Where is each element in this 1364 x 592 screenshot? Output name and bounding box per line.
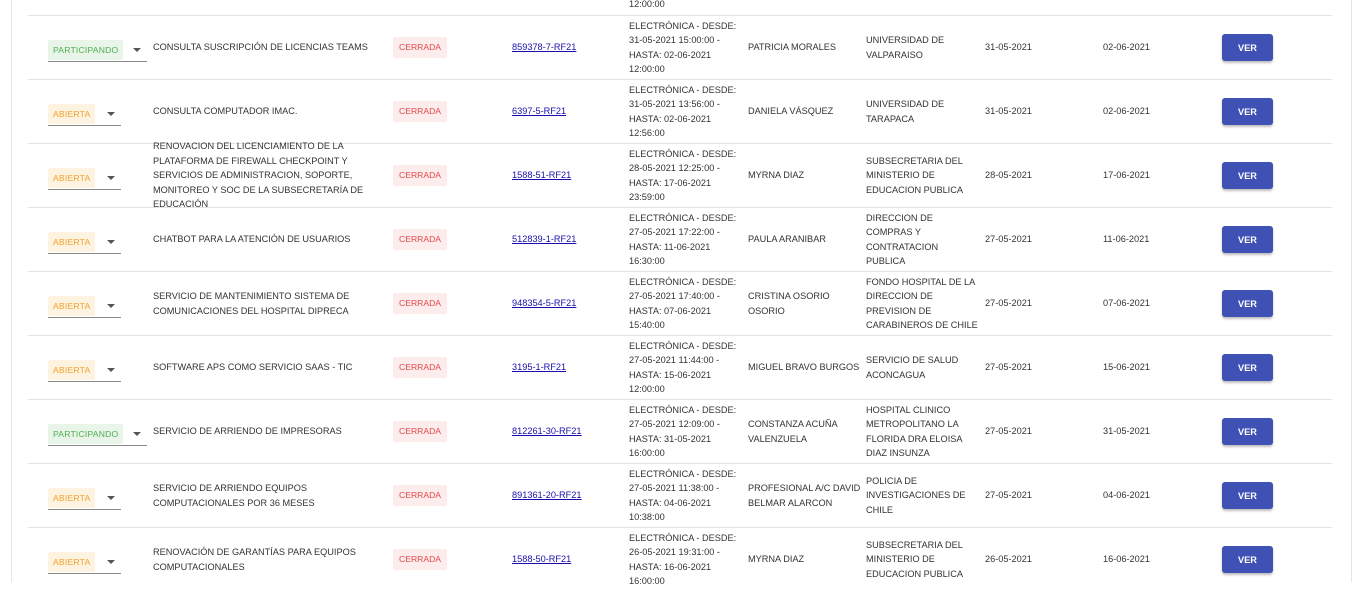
status-chip: ABIERTA: [48, 104, 95, 124]
code-cell: [512, 400, 581, 463]
table-row: [28, 272, 1332, 336]
closing-date: 31-05-2021: [1103, 426, 1150, 437]
contact-name: DANIELA VÁSQUEZ: [748, 106, 834, 117]
closing-date: 16-06-2021: [1103, 554, 1150, 565]
table-row: [28, 464, 1332, 528]
contact-name: CONSTANZA ACUÑA VALENZUELA: [748, 419, 838, 444]
closing-date: 15-06-2021: [1103, 362, 1150, 373]
tenders-table: [28, 0, 1332, 592]
table-row: [28, 208, 1332, 272]
status-cell: [48, 464, 121, 527]
closing-date: 17-06-2021: [1103, 170, 1150, 181]
status-badge: CERRADA: [393, 101, 447, 121]
badge-cell: [393, 272, 447, 335]
ver-button[interactable]: VER: [1222, 162, 1273, 189]
contact-name: MYRNA DIAZ: [748, 554, 805, 565]
ver-button[interactable]: VER: [1222, 418, 1273, 445]
status-cell: [48, 272, 121, 335]
chevron-down-icon: [133, 432, 141, 436]
tender-code-link[interactable]: 6397-5-RF21: [512, 106, 567, 117]
organization-name: UNIVERSIDAD DE VALPARAISO: [866, 35, 945, 60]
status-cell: [48, 208, 121, 271]
code-cell: [512, 16, 576, 79]
status-badge: CERRADA: [393, 549, 447, 569]
chevron-down-icon: [107, 368, 115, 372]
auction-type-text: ELECTRÓNICA - DESDE: 31-05-2021 15:00:00 - HASTA: 02-06-2021 12:00:00: [629, 20, 737, 74]
status-chip: ABIERTA: [48, 360, 95, 380]
action-cell: [1222, 336, 1273, 399]
chevron-down-icon: [107, 304, 115, 308]
status-select[interactable]: [48, 104, 121, 126]
tender-name: SERVICIO DE MANTENIMIENTO SISTEMA DE COMUNICACIONES DEL HOSPITAL DIPRECA: [153, 291, 350, 316]
auction-type-text: ELECTRÓNICA - DESDE: 27-05-2021 17:40:00 - HASTA: 07-06-2021 15:40:00: [629, 276, 737, 330]
auction-type-text: ELECTRÓNICA - DESDE: 27-05-2021 11:44:00 - HASTA: 15-06-2021 12:00:00: [629, 340, 737, 394]
status-chip: ABIERTA: [48, 232, 95, 252]
contact-name: PATRICIA MORALES: [748, 42, 836, 53]
ver-button[interactable]: VER: [1222, 98, 1273, 125]
tender-name: CONSULTA COMPUTADOR IMAC.: [153, 106, 298, 117]
table-row: [28, 0, 1332, 16]
tender-code-link[interactable]: 512839-1-RF21: [512, 234, 577, 245]
table-row: [28, 400, 1332, 464]
published-date: 27-05-2021: [985, 426, 1032, 437]
status-chip: PARTICIPANDO: [48, 40, 123, 60]
tender-name: CHATBOT PARA LA ATENCIÓN DE USUARIOS: [153, 234, 351, 245]
ver-button[interactable]: VER: [1222, 290, 1273, 317]
tender-name: SOFTWARE APS COMO SERVICIO SAAS - TIC: [153, 362, 353, 373]
contact-name: CRISTINA OSORIO OSORIO: [748, 291, 830, 316]
auction-type-text: ELECTRÓNICA - DESDE: 27-05-2021 17:22:00 - HASTA: 11-06-2021 16:30:00: [629, 212, 737, 266]
action-cell: [1222, 16, 1273, 79]
status-select[interactable]: [48, 296, 121, 318]
code-cell: [512, 336, 566, 399]
status-cell: [48, 16, 147, 79]
action-cell: [1222, 208, 1273, 271]
organization-name: SERVICIO DE SALUD ACONCAGUA: [866, 355, 959, 380]
action-cell: [1222, 272, 1273, 335]
published-date: 31-05-2021: [985, 42, 1032, 53]
auction-type-text: ELECTRÓNICA - DESDE: 26-05-2021 19:31:00 - HASTA: 16-06-2021 16:00:00: [629, 532, 737, 586]
status-chip: ABIERTA: [48, 552, 95, 572]
badge-cell: [393, 80, 447, 143]
organization-name: DIRECCION DE COMPRAS Y CONTRATACION PUBLICA: [866, 212, 939, 266]
action-cell: [1222, 400, 1273, 463]
organization-name: SUBSECRETARIA DEL MINISTERIO DE EDUCACION PUBLICA: [866, 539, 963, 579]
code-cell: [512, 144, 571, 207]
status-badge: CERRADA: [393, 357, 447, 377]
organization-name: SUBSECRETARIA DEL MINISTERIO DE EDUCACION PUBLICA: [866, 155, 963, 195]
organization-name: FONDO HOSPITAL DE LA DIRECCION DE PREVISION DE CARABINEROS DE CHILE: [866, 276, 978, 330]
status-select[interactable]: [48, 424, 147, 446]
organization-name: HOSPITAL CLINICO METROPOLITANO LA FLORIDA DRA ELOISA DIAZ INSUNZA: [866, 404, 962, 458]
ver-button[interactable]: VER: [1222, 226, 1273, 253]
organization-name: UNIVERSIDAD DE TARAPACA: [866, 99, 945, 124]
table-row: [28, 16, 1332, 80]
chevron-down-icon: [107, 112, 115, 116]
code-cell: [512, 208, 576, 271]
contact-name: MIGUEL BRAVO BURGOS: [748, 362, 860, 373]
published-date: 28-05-2021: [985, 170, 1032, 181]
contact-name: PROFESIONAL A/C DAVID BELMAR ALARCON: [748, 483, 861, 508]
status-cell: [48, 336, 121, 399]
published-date: 27-05-2021: [985, 490, 1032, 501]
published-date: 27-05-2021: [985, 234, 1032, 245]
auction-type-text: ELECTRÓNICA - DESDE: 27-05-2021 12:09:00 - HASTA: 31-05-2021 16:00:00: [629, 404, 737, 458]
tender-code-link[interactable]: 812261-30-RF21: [512, 426, 582, 437]
closing-date: 11-06-2021: [1103, 234, 1150, 245]
badge-cell: [393, 400, 447, 463]
status-select[interactable]: [48, 232, 121, 254]
status-select[interactable]: [48, 552, 121, 574]
ver-button[interactable]: VER: [1222, 546, 1273, 573]
chevron-down-icon: [107, 240, 115, 244]
tender-name: SERVICIO DE ARRIENDO DE IMPRESORAS: [153, 426, 342, 437]
status-chip: ABIERTA: [48, 168, 95, 188]
tender-name: RENOVACIÓN DE GARANTÍAS PARA EQUIPOS COMPUTACIONALES: [153, 547, 356, 572]
badge-cell: [393, 464, 447, 527]
tender-code-link[interactable]: 1588-50-RF21: [512, 554, 572, 565]
table-row: [28, 141, 1332, 210]
ver-button[interactable]: VER: [1222, 482, 1273, 509]
badge-cell: [393, 336, 447, 399]
published-date: 27-05-2021: [985, 362, 1032, 373]
contact-name: MYRNA DIAZ: [748, 170, 805, 181]
table-row: [28, 528, 1332, 592]
ver-button[interactable]: VER: [1222, 34, 1273, 61]
organization-name: POLICIA DE INVESTIGACIONES DE CHILE: [866, 475, 966, 515]
published-date: 31-05-2021: [985, 106, 1032, 117]
status-chip: ABIERTA: [48, 488, 95, 508]
tender-code-link[interactable]: 859378-7-RF21: [512, 42, 577, 53]
right-border: [1351, 0, 1352, 582]
status-badge: CERRADA: [393, 485, 447, 505]
published-date: 26-05-2021: [985, 554, 1032, 565]
status-cell: [48, 400, 147, 463]
tender-code-link[interactable]: 891361-20-RF21: [512, 490, 582, 501]
contact-name: PAULA ARANIBAR: [748, 234, 826, 245]
status-badge: CERRADA: [393, 37, 447, 57]
left-border: [11, 0, 12, 582]
auction-type-text: 12:00:00: [629, 0, 665, 9]
status-select[interactable]: [48, 488, 121, 510]
table-row: [28, 80, 1332, 144]
auction-type-text: ELECTRÓNICA - DESDE: 31-05-2021 13:56:00 - HASTA: 02-06-2021 12:56:00: [629, 84, 737, 138]
closing-date: 02-06-2021: [1103, 42, 1150, 53]
tender-name: CONSULTA SUSCRIPCIÓN DE LICENCIAS TEAMS: [153, 42, 368, 53]
action-cell: [1222, 144, 1273, 207]
auction-type-text: ELECTRÓNICA - DESDE: 27-05-2021 11:38:00 - HASTA: 04-06-2021 10:38:00: [629, 468, 737, 522]
auction-type-text: ELECTRÓNICA - DESDE: 28-05-2021 12:25:00 - HASTA: 17-06-2021 23:59:00: [629, 148, 737, 202]
status-cell: [48, 144, 121, 207]
badge-cell: [393, 208, 447, 271]
badge-cell: [393, 16, 447, 79]
action-cell: [1222, 464, 1273, 527]
status-chip: PARTICIPANDO: [48, 424, 123, 444]
chevron-down-icon: [107, 176, 115, 180]
action-cell: [1222, 80, 1273, 143]
badge-cell: [393, 144, 447, 207]
code-cell: [512, 272, 576, 335]
status-chip: ABIERTA: [48, 296, 95, 316]
status-select[interactable]: [48, 360, 121, 382]
status-badge: CERRADA: [393, 421, 447, 441]
tender-name: RENOVACION DEL LICENCIAMIENTO DE LA PLATAFORMA DE FIREWALL CHECKPOINT Y SERVICIOS DE ADMINISTRACION, SOPORTE, MONITOREO Y SOC DE LA SUBSECRETARÍA DE EDUCACIÓN: [153, 141, 364, 210]
ver-button[interactable]: VER: [1222, 354, 1273, 381]
closing-date: 04-06-2021: [1103, 490, 1150, 501]
published-date: 27-05-2021: [985, 298, 1032, 309]
closing-date: 02-06-2021: [1103, 106, 1150, 117]
tender-code-link[interactable]: 3195-1-RF21: [512, 362, 567, 373]
status-badge: CERRADA: [393, 293, 447, 313]
status-badge: CERRADA: [393, 229, 447, 249]
tender-name: SERVICIO DE ARRIENDO EQUIPOS COMPUTACIONALES POR 36 MESES: [153, 483, 315, 508]
status-badge: CERRADA: [393, 165, 447, 185]
tender-code-link[interactable]: 948354-5-RF21: [512, 298, 577, 309]
status-select[interactable]: [48, 40, 147, 62]
chevron-down-icon: [107, 496, 115, 500]
status-cell: [48, 80, 121, 143]
code-cell: [512, 80, 566, 143]
table-row: [28, 336, 1332, 400]
code-cell: [512, 464, 581, 527]
closing-date: 07-06-2021: [1103, 298, 1150, 309]
tender-code-link[interactable]: 1588-51-RF21: [512, 170, 572, 181]
status-select[interactable]: [48, 168, 121, 190]
chevron-down-icon: [107, 560, 115, 564]
chevron-down-icon: [133, 48, 141, 52]
